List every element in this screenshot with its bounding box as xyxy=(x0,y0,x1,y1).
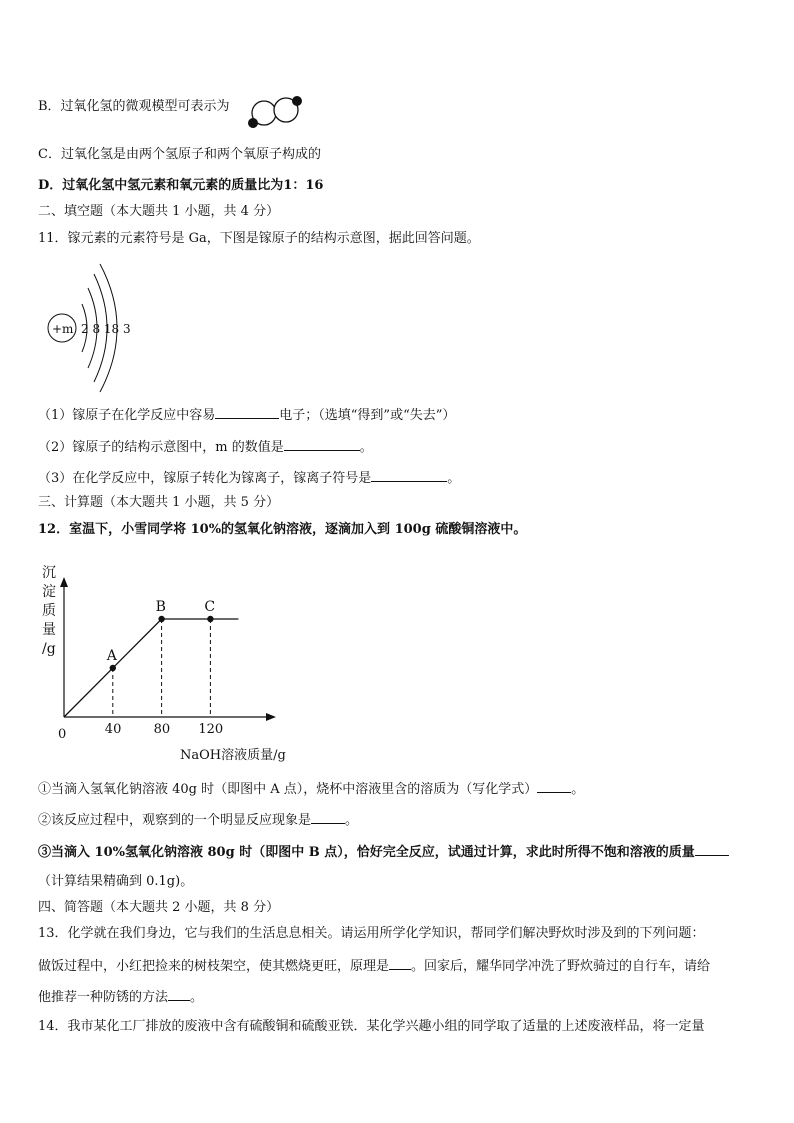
point-B-label: B xyxy=(155,599,166,615)
section-2-title: 二、填空题（本大题共 1 小题，共 4 分） xyxy=(38,204,280,219)
point-C xyxy=(207,616,213,622)
nucleus-charge: +m xyxy=(52,322,74,336)
q11-part-1: （1）镓原子在化学反应中容易 电子；（选填“得到”或“失去”） xyxy=(38,408,456,423)
y-axis-label-char: 淀 xyxy=(42,584,56,600)
q12-part-1: ①当滴入氢氧化钠溶液 40g 时（即图中 A 点），烧杯中溶液里含的溶质为（写化学式） 。 xyxy=(38,782,585,797)
q10-option-d: D．过氧化氢中氢元素和氧元素的质量比为1：16 xyxy=(38,178,324,193)
hydrogen-atom-left xyxy=(248,118,258,128)
electron-counts: 2 8 18 3 xyxy=(81,322,131,336)
q12-part-2: ②该反应过程中，观察到的一个明显反应现象是 。 xyxy=(38,813,359,828)
section-4-title: 四、简答题（本大题共 2 小题，共 8 分） xyxy=(38,900,280,915)
q13-line-3: 他推荐一种防锈的方法 。 xyxy=(38,990,204,1005)
x-tick-label: 120 xyxy=(198,722,224,737)
point-C-label: C xyxy=(204,599,216,615)
q12-blank-1[interactable] xyxy=(537,780,571,793)
q10-option-c: C．过氧化氢是由两个氢原子和两个氧原子构成的 xyxy=(38,147,321,162)
q12-part-3-note: （计算结果精确到 0.1g)。 xyxy=(38,874,194,889)
q13-blank-2[interactable] xyxy=(168,988,190,1001)
q14-line-1: 14．我市某化工厂排放的废液中含有硫酸铜和硫酸亚铁．某化学兴趣小组的同学取了适量的上述废液样品，将一定量 xyxy=(38,1019,705,1034)
q13-line-2: 做饭过程中，小红把捡来的树枝架空，使其燃烧更旺，原理是 。回家后，耀华同学冲洗了野炊骑过的自行车，请给 xyxy=(38,959,711,974)
q12-part-3: ③当滴入 10%氢氧化钠溶液 80g 时（即图中 B 点），恰好完全反应，试通过计算，求此时所得不饱和溶液的质量 xyxy=(38,843,729,862)
point-A-label: A xyxy=(106,648,117,664)
gallium-atom-diagram xyxy=(40,262,140,394)
q13-line-1: 13．化学就在我们身边，它与我们的生活息息相关。请运用所学化学知识，帮同学们解决野炊时涉及到的下列问题： xyxy=(38,926,705,941)
q10-option-b-text: B．过氧化氢的微观模型可表示为 xyxy=(38,99,230,114)
q11-blank-3[interactable] xyxy=(371,469,447,482)
y-axis-label-char: /g xyxy=(42,641,56,657)
origin-label: 0 xyxy=(58,727,67,742)
y-axis-label-char: 沉 xyxy=(42,565,56,581)
q11-part-3: （3）在化学反应中，镓原子转化为镓离子，镓离子符号是 。 xyxy=(38,471,461,486)
x-tick-label: 40 xyxy=(104,722,122,737)
precipitate-mass-chart xyxy=(30,555,320,770)
q12-blank-3[interactable] xyxy=(695,843,729,856)
hydrogen-atom-right xyxy=(292,96,302,106)
q11-blank-2[interactable] xyxy=(284,438,360,451)
point-B xyxy=(158,616,164,622)
series-line xyxy=(64,619,238,717)
h2o2-molecule-model xyxy=(244,94,306,132)
x-tick-label: 80 xyxy=(153,722,171,737)
q11-stem: 11．镓元素的元素符号是 Ga，下图是镓原子的结构示意图，据此回答问题。 xyxy=(38,231,480,246)
x-axis-label: NaOH溶液质量/g xyxy=(180,748,286,763)
q11-part-2: （2）镓原子的结构示意图中，m 的数值是 。 xyxy=(38,440,373,455)
point-A xyxy=(110,665,116,671)
q13-blank-1[interactable] xyxy=(389,957,411,970)
section-3-title: 三、计算题（本大题共 1 小题，共 5 分） xyxy=(38,495,280,510)
q10-option-b xyxy=(38,98,230,116)
x-axis-arrow xyxy=(266,713,276,721)
y-axis-arrow xyxy=(60,577,68,587)
q11-blank-1[interactable] xyxy=(215,406,279,419)
y-axis-label-char: 量 xyxy=(42,622,56,638)
y-axis-label xyxy=(42,565,56,657)
q12-stem: 12．室温下，小雪同学将 10%的氢氧化钠溶液，逐滴加入到 100g 硫酸铜溶液中。 xyxy=(38,522,527,537)
q12-blank-2[interactable] xyxy=(311,811,345,824)
y-axis-label-char: 质 xyxy=(42,603,56,619)
